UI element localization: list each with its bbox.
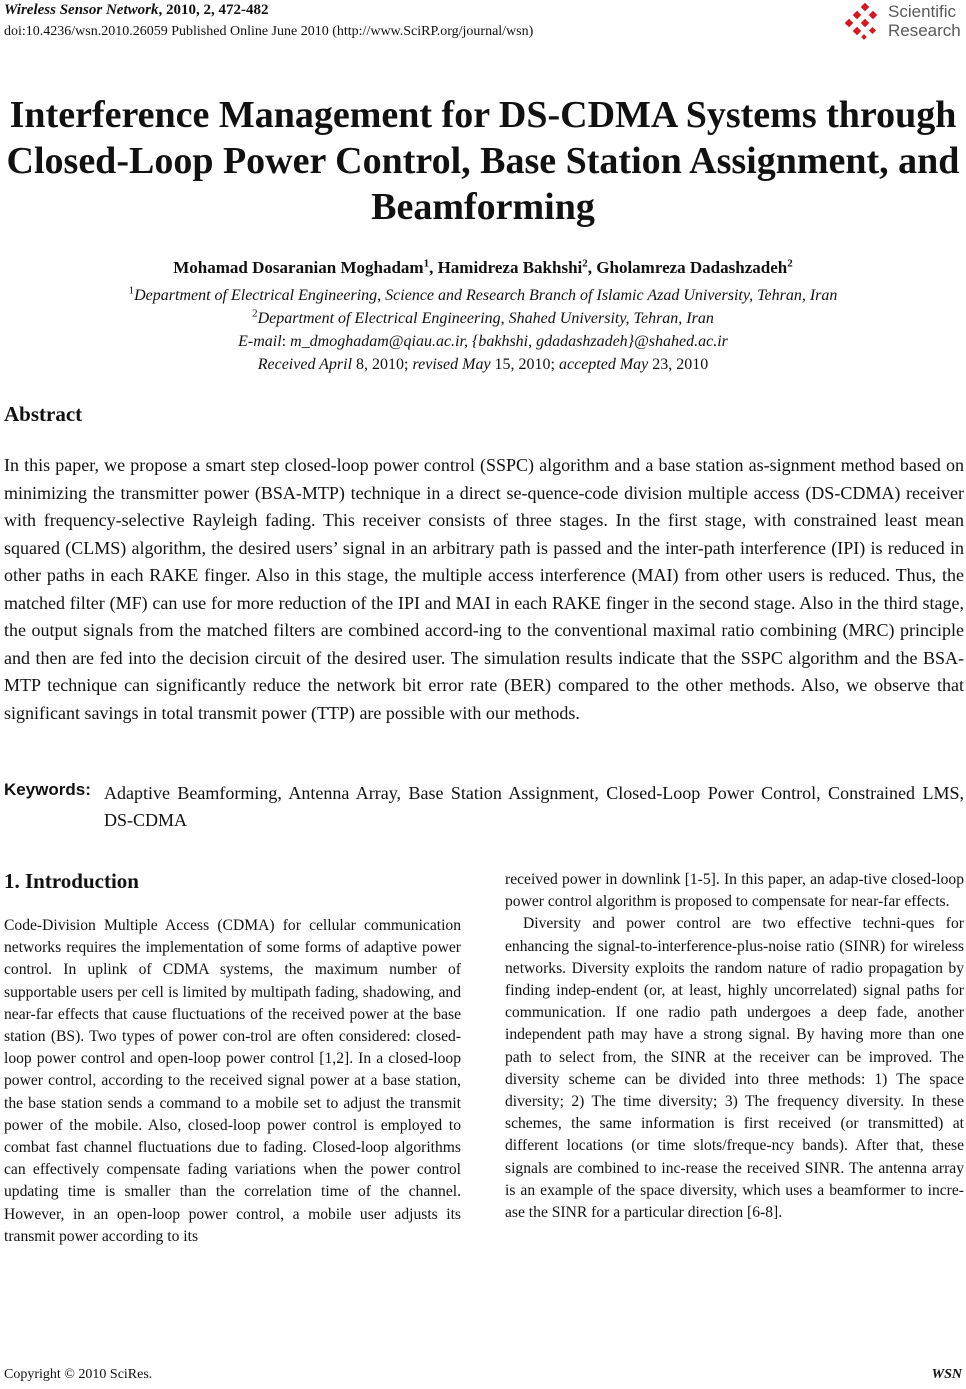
logo-line-2: Research [888,21,961,40]
author-3-sup: 2 [787,257,793,270]
intro-right-column [505,869,964,1224]
received-label: Received April [257,356,353,373]
revised-label: revised May [412,356,491,373]
author-1: Mohamad Dosaranian Moghadam [173,258,424,277]
affiliation-2 [0,307,966,328]
abstract-text: In this paper, we propose a smart step closed-loop power control (SSPC) algorithm and a base station as-signment method based on minimizing the transmitter power (BSA-MTP) technique in a direct se-quence-code division multiple access (DS-CDMA) receiver with frequency-selective Rayleigh fading. This receiver consists of three stages. In the first stage, with constrained least mean squared (CLMS) algorithm, the desired users’ signal in an arbitrary path is passed and the inter-path interference (IPI) is reduced in other paths in each RAKE finger. Also in this stage, the multiple access interference (MAI) from other users is reduced. Thus, the matched filter (MF) can use for more reduction of the IPI and MAI in each RAKE finger in the second stage. Also in the third stage, the output signals from the matched filters are combined accord-ing to the conventional maximal ratio combining (MRC) principle and then are fed into the decision circuit of the desired user. The simulation results indicate that the SSPC algorithm and the BSA-MTP technique can significantly reduce the network bit error rate (BER) compared to the other methods. Also, we observe that significant savings in total transmit power (TTP) are possible with our methods. [4,455,964,723]
intro-paragraph: received power in downlink [1-5]. In this paper, an adap-tive closed-loop power control algorithm is proposed to compensate for near-far effects. [505,871,964,911]
accepted-label: accepted May [559,356,649,373]
intro-left-column [4,915,461,1248]
title-line-1: Interference Management for DS-CDMA Systems through [9,94,957,136]
intro-paragraph: Diversity and power control are two effective techni-ques for enhancing the signal-to-interference-plus-noise ratio (SINR) for wireless networks. Diversity exploits the random nature of radio propagation by finding indep-endent (or, at least, highly uncorrelated) signal paths for communication. If one radio path undergoes a deep fade, another independent path may have a strong signal. By having more than one path to select from, the SINR at the receiver can be improved. The diversity scheme can be divided into three methods: 1) The space diversity; 2) The time diversity; 3) The frequency diversity. In these schemes, the same information is first received (or transmitted) at different locations (or time slots/freque-ncy bands). After that, these signals are combined to inc-rease the received SINR. The antenna array is an example of the space diversity, which uses a beamformer to incre-ase the SINR for a particular direction [6-8]. [505,915,964,1222]
journal-header: Wireless Sensor Network, 2010, 2, 472-482 [4,2,269,18]
intro-paragraph: Code-Division Multiple Access (CDMA) for cellular communication networks requires the implementation of some forms of adaptive power control. In uplink of CDMA systems, the maximum number of supportable users per cell is limited by multipath fading, shadowing, and near-far effects that cause fluctuations of the received power at the base station (BS). Two types of power con-trol are often considered: closed-loop power control and open-loop power control [1,2]. In a closed-loop power control, according to the received signal power at a base station, the base station sends a command to a mobile set to adjust the transmit power of the mobile. Also, closed-loop power control is employed to combat fast channel fluctuations due to fading. Closed-loop algorithms can effectively compensate fading variations when the power control updating time is smaller than the correlation time of the channel. However, in an open-loop power control, a mobile user adjusts its transmit power according to its [4,917,461,1245]
revised-date: 15, 2010; [494,356,555,373]
author-list: Mohamad Dosaranian Moghadam$^1$, Hamidreza Bakhshi$^2$, Gholamreza Dadashzadeh$^2$ [173,257,793,277]
dates-line [0,356,966,374]
abstract-heading: Abstract [4,402,83,426]
author-1-sup: 1 [423,257,430,270]
keywords-text: Adaptive Beamforming, Antenna Array, Base Station Assignment, Closed-Loop Power Control, Constrained LMS, DS-CDMA [104,783,964,830]
publisher-logo [844,2,962,44]
volume-info: 2010, 2, 472-482 [165,2,269,18]
journal-abbreviation: WSN [931,1367,962,1382]
affiliation-1 [0,284,966,305]
affiliation-2-text: Department of Electrical Engineering, Shahed University, Tehran, Iran [257,310,714,327]
email-label: E-mail [238,333,282,350]
paper-title [0,92,966,230]
author-2-sup: 2 [582,257,588,270]
title-line-3: Beamforming [371,186,595,228]
affiliation-2-sup: 2 [252,307,258,320]
publisher-logo-icon [844,2,884,42]
author-2: Hamidreza Bakhshi [437,258,583,277]
title-line-2: Closed-Loop Power Control, Base Station Assignment, and [6,140,960,182]
intro-heading: 1. Introduction [4,869,139,893]
doi-line: doi:10.4236/wsn.2010.26059 Published Online June 2010 (http://www.SciRP.org/journal/wsn) [4,24,534,39]
publisher-logo-text [888,2,961,40]
received-date: 8, 2010; [356,356,409,373]
accepted-date: 23, 2010 [652,356,709,373]
journal-name: Wireless Sensor Network [4,2,159,18]
keywords-label: Keywords: [4,780,91,799]
email-line: E-mail: m_dmoghadam@qiau.ac.ir, {bakhshi, gdadashzadeh}@shahed.ac.ir [238,333,728,350]
email-addresses: m_dmoghadam@qiau.ac.ir, {bakhshi, gdadashzadeh}@shahed.ac.ir [290,333,728,350]
author-3: Gholamreza Dadashzadeh [596,258,788,277]
affiliation-1-sup: 1 [128,284,135,297]
logo-line-1: Scientific [888,2,957,21]
copyright: Copyright © 2010 SciRes. [4,1367,153,1382]
affiliation-1-text: Department of Electrical Engineering, Science and Research Branch of Islamic Azad University, Tehran, Iran [134,287,838,304]
